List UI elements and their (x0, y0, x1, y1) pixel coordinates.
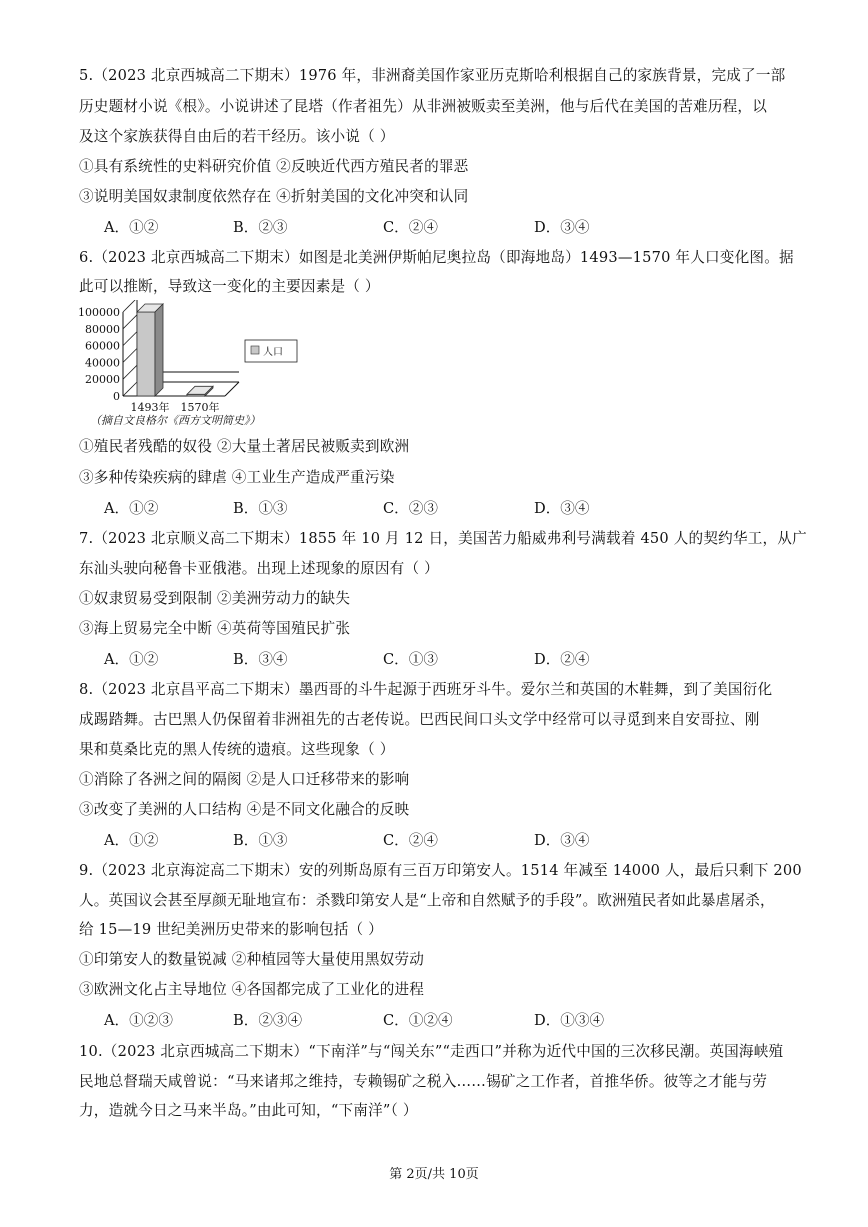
q5-option-c: C．②④ (383, 219, 438, 236)
q9-option-b: B．②③④ (233, 1012, 303, 1029)
q8-option-a: A．①② (104, 832, 159, 849)
q5-stem-line: 5.（2023 北京西城高二下期末）1976 年，非洲裔美国作家亚历克斯哈利根据自己的家族背景，完成了一部 (79, 67, 786, 84)
q7-item-line: ③海上贸易完全中断 ④英荷等国殖民扩张 (79, 620, 351, 637)
chart-svg (75, 300, 305, 412)
q5-item-line: ①具有系统性的史料研究价值 ②反映近代西方殖民者的罪恶 (79, 158, 469, 175)
grid-depth-line (123, 365, 137, 379)
q9-option-a: A．①②③ (104, 1012, 173, 1029)
q6-stem-line: 此可以推断，导致这一变化的主要因素是（ ） (79, 278, 380, 295)
grid-depth-line (123, 382, 137, 396)
q8-stem-line: 成踢踏舞。古巴黑人仍保留着非洲祖先的古老传说。巴西民间口头文学中经常可以寻觅到来自安哥拉、刚 (79, 711, 760, 728)
legend-label: 人口 (263, 347, 283, 358)
grid-depth-line (123, 315, 137, 329)
q7-stem-line: 东汕头驶向秘鲁卡亚俄港。出现上述现象的原因有（ ） (79, 560, 439, 577)
q9-item-line: ③欧洲文化占主导地位 ④各国都完成了工业化的进程 (79, 981, 425, 998)
y-tick-label: 80000 (85, 322, 120, 336)
q8-option-d: D．③④ (534, 832, 590, 849)
q6-option-a: A．①② (104, 500, 159, 517)
q5-option-b: B．②③ (233, 219, 288, 236)
q9-option-d: D．①③④ (534, 1012, 605, 1029)
q5-option-a: A．①② (104, 219, 159, 236)
grid-depth-line (123, 300, 137, 312)
bar-side (155, 304, 163, 396)
q7-option-c: C．①③ (383, 651, 438, 668)
q6-item-line: ①殖民者残酷的奴役 ②大量土著居民被贩卖到欧洲 (79, 438, 410, 455)
y-tick-label: 60000 (85, 339, 120, 353)
q6-option-c: C．②③ (383, 500, 438, 517)
q7-option-a: A．①② (104, 651, 159, 668)
x-category-label: 1493年 (130, 401, 170, 412)
q7-option-d: D．②④ (534, 651, 590, 668)
q7-item-line: ①奴隶贸易受到限制 ②美洲劳动力的缺失 (79, 590, 351, 607)
q5-option-d: D．③④ (534, 219, 590, 236)
q10-stem-line: 10.（2023 北京西城高二下期末）“下南洋”与“闯关东”“走西口”并称为近代中国的三次移民潮。英国海峡殖 (79, 1043, 784, 1060)
y-tick-label: 0 (113, 390, 120, 403)
q8-stem-line: 果和莫桑比克的黑人传统的遗痕。这些现象（ ） (79, 741, 395, 758)
q9-stem-line: 人。英国议会甚至厚颜无耻地宣布：杀戮印第安人是“上帝和自然赋予的手段”。欧洲殖民者如此暴虐屠杀， (79, 892, 775, 909)
q9-item-line: ①印第安人的数量锐减 ②种植园等大量使用黑奴劳动 (79, 951, 425, 968)
q9-stem-line: 给 15—19 世纪美洲历史带来的影响包括（ ） (79, 921, 383, 938)
q5-item-line: ③说明美国奴隶制度依然存在 ④折射美国的文化冲突和认同 (79, 188, 469, 205)
q8-option-c: C．②④ (383, 832, 438, 849)
y-tick-label: 40000 (85, 356, 120, 370)
y-tick-label: 100000 (78, 306, 120, 319)
q8-stem-line: 8.（2023 北京昌平高二下期末）墨西哥的斗牛起源于西班牙斗牛。爱尔兰和英国的木鞋舞，到了美国衍化 (79, 681, 773, 698)
q6-option-b: B．①③ (233, 500, 288, 517)
chart-caption: （摘自文良格尔《西方文明简史》） (90, 414, 261, 427)
q10-stem-line: 力，造就今日之马来半岛。”由此可知，“下南洋”（ ） (79, 1102, 418, 1119)
bar-front (137, 312, 155, 396)
q6-stem-line: 6.（2023 北京西城高二下期末）如图是北美洲伊斯帕尼奥拉岛（即海地岛）1493—1570 年人口变化图。据 (79, 249, 794, 266)
legend-swatch (251, 346, 259, 354)
q6-item-line: ③多种传染疾病的肆虐 ④工业生产造成严重污染 (79, 469, 395, 486)
page-footer: 第 2页/共 10页 (389, 1167, 479, 1182)
q10-stem-line: 民地总督瑞天咸曾说：“马来诸邦之维持，专赖锡矿之税入……锡矿之工作者，首推华侨。彼等之才能与劳 (79, 1073, 768, 1090)
q8-option-b: B．①③ (233, 832, 288, 849)
q7-stem-line: 7.（2023 北京顺义高二下期末）1855 年 10 月 12 日，美国苦力船威弗利号满载着 450 人的契约华工，从广 (79, 530, 807, 547)
x-category-label: 1570年 (180, 401, 220, 412)
grid-depth-line (123, 332, 137, 346)
q9-option-c: C．①②④ (383, 1012, 453, 1029)
population-bar-chart (75, 300, 305, 432)
floor-right-line (225, 382, 239, 396)
q6-option-d: D．③④ (534, 500, 590, 517)
q8-item-line: ③改变了美洲的人口结构 ④是不同文化融合的反映 (79, 801, 410, 818)
grid-depth-line (123, 348, 137, 362)
q8-item-line: ①消除了各洲之间的隔阂 ②是人口迁移带来的影响 (79, 771, 410, 788)
q5-stem-line: 及这个家族获得自由后的若干经历。该小说（ ） (79, 128, 395, 145)
q5-stem-line: 历史题材小说《根》。小说讲述了昆塔（作者祖先）从非洲被贩卖至美洲，他与后代在美国的苦难历程，以 (79, 98, 768, 115)
y-tick-label: 20000 (85, 373, 120, 387)
q9-stem-line: 9.（2023 北京海淀高二下期末）安的列斯岛原有三百万印第安人。1514 年减至 14000 人，最后只剩下 200 (79, 862, 802, 879)
q7-option-b: B．③④ (233, 651, 288, 668)
